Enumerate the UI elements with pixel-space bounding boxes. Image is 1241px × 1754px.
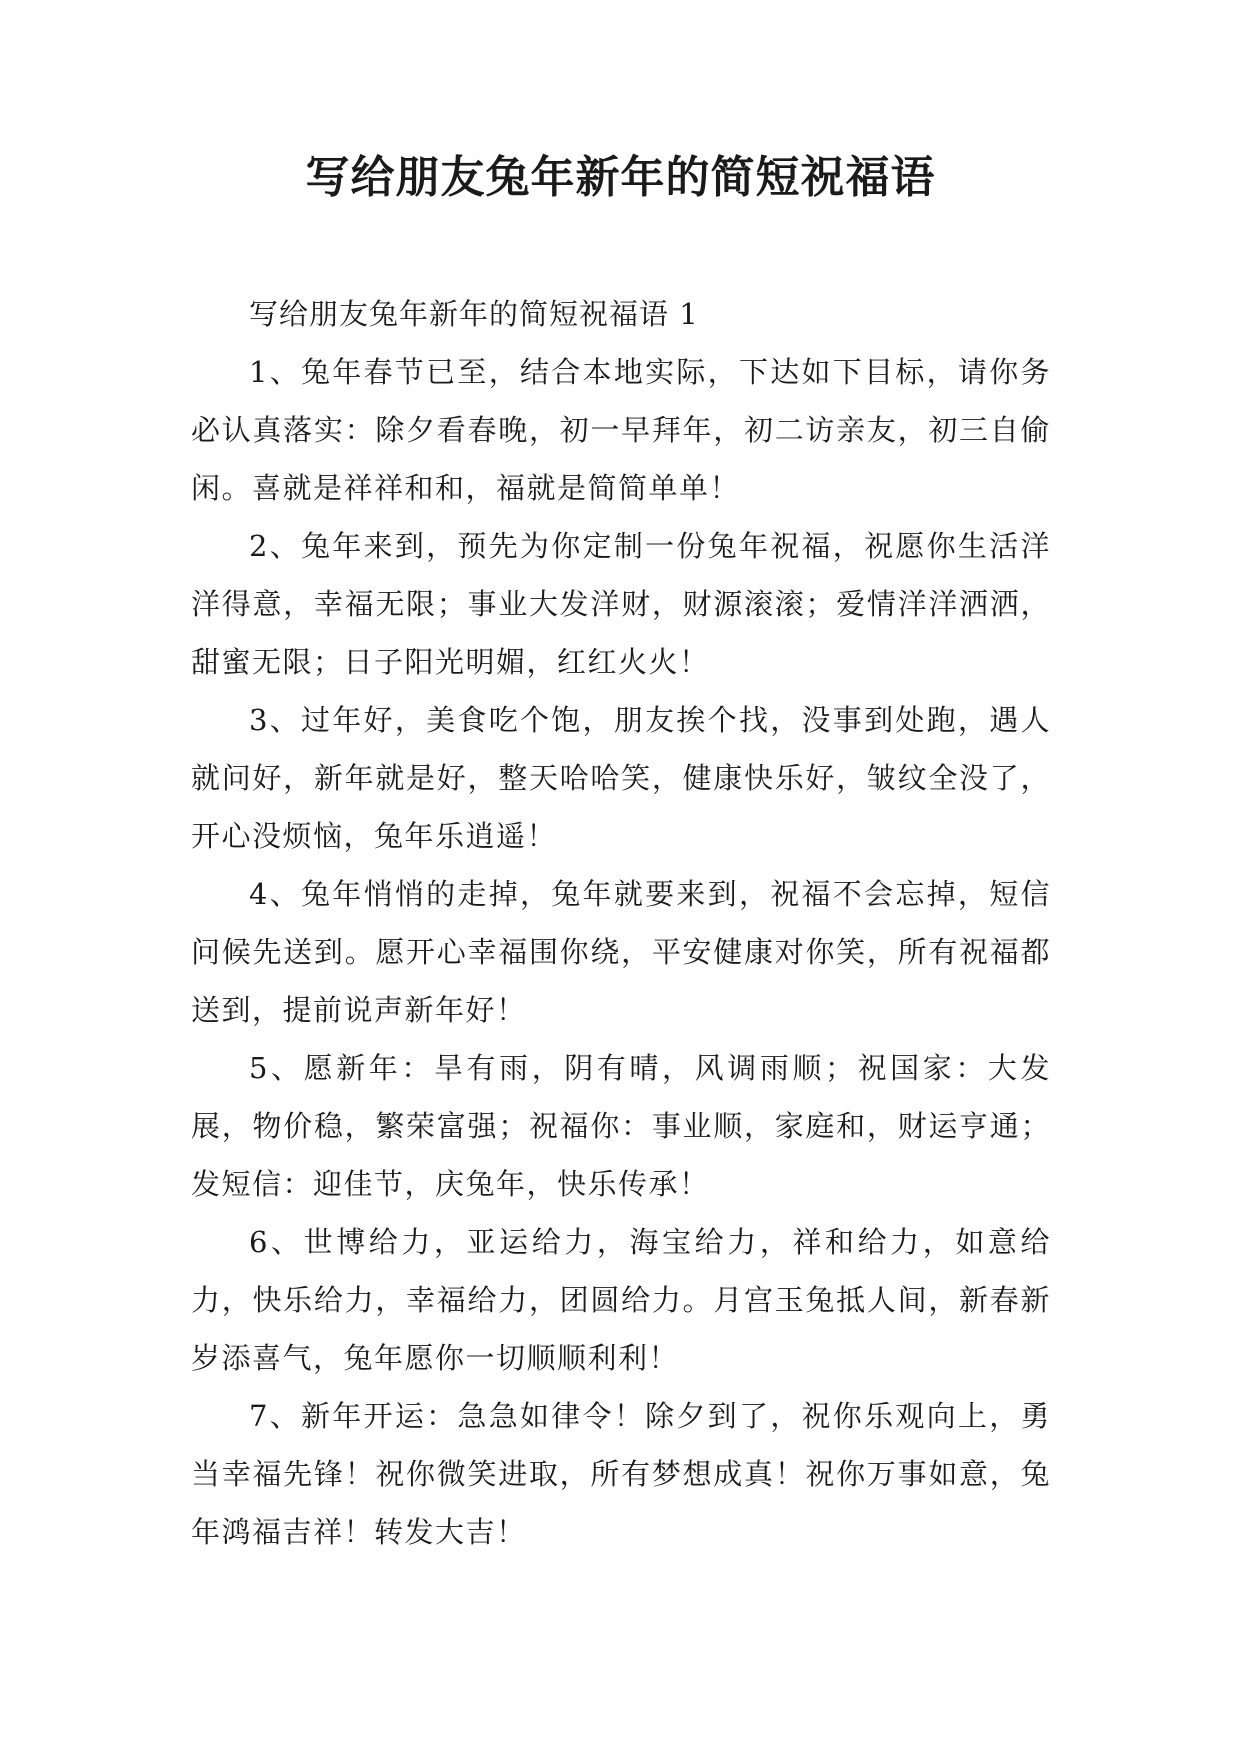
blessing-paragraph-2: 2、兔年来到，预先为你定制一份兔年祝福，祝愿你生活洋洋得意，幸福无限；事业大发洋财，财源滚滚；爱情洋洋洒洒，甜蜜无限；日子阳光明媚，红红火火！	[191, 529, 1051, 679]
blessing-paragraph-3: 3、过年好，美食吃个饱，朋友挨个找，没事到处跑，遇人就问好，新年就是好，整天哈哈笑，健康快乐好，皱纹全没了，开心没烦恼，兔年乐逍遥！	[191, 703, 1051, 853]
blessing-paragraph-6: 6、世博给力，亚运给力，海宝给力，祥和给力，如意给力，快乐给力，幸福给力，团圆给力。月宫玉兔抵人间，新春新岁添喜气，兔年愿你一切顺顺利利！	[191, 1225, 1051, 1375]
section-heading: 写给朋友兔年新年的简短祝福语 1	[249, 297, 699, 331]
blessing-paragraph-5: 5、愿新年：旱有雨，阴有晴，风调雨顺；祝国家：大发展，物价稳，繁荣富强；祝福你：事业顺，家庭和，财运亨通；发短信：迎佳节，庆兔年，快乐传承！	[191, 1051, 1051, 1201]
blessing-paragraph-7: 7、新年开运：急急如律令！除夕到了，祝你乐观向上，勇当幸福先锋！祝你微笑进取，所有梦想成真！祝你万事如意，兔年鸿福吉祥！转发大吉！	[191, 1399, 1051, 1549]
document-body	[191, 285, 1051, 1561]
blessing-paragraph-4: 4、兔年悄悄的走掉，兔年就要来到，祝福不会忘掉，短信问候先送到。愿开心幸福围你绕，平安健康对你笑，所有祝福都送到，提前说声新年好！	[191, 877, 1051, 1027]
blessing-paragraph-1: 1、兔年春节已至，结合本地实际，下达如下目标，请你务必认真落实：除夕看春晚，初一早拜年，初二访亲友，初三自偷闲。喜就是祥祥和和，福就是简简单单！	[191, 355, 1051, 505]
document-title: 写给朋友兔年新年的简短祝福语	[305, 152, 936, 203]
